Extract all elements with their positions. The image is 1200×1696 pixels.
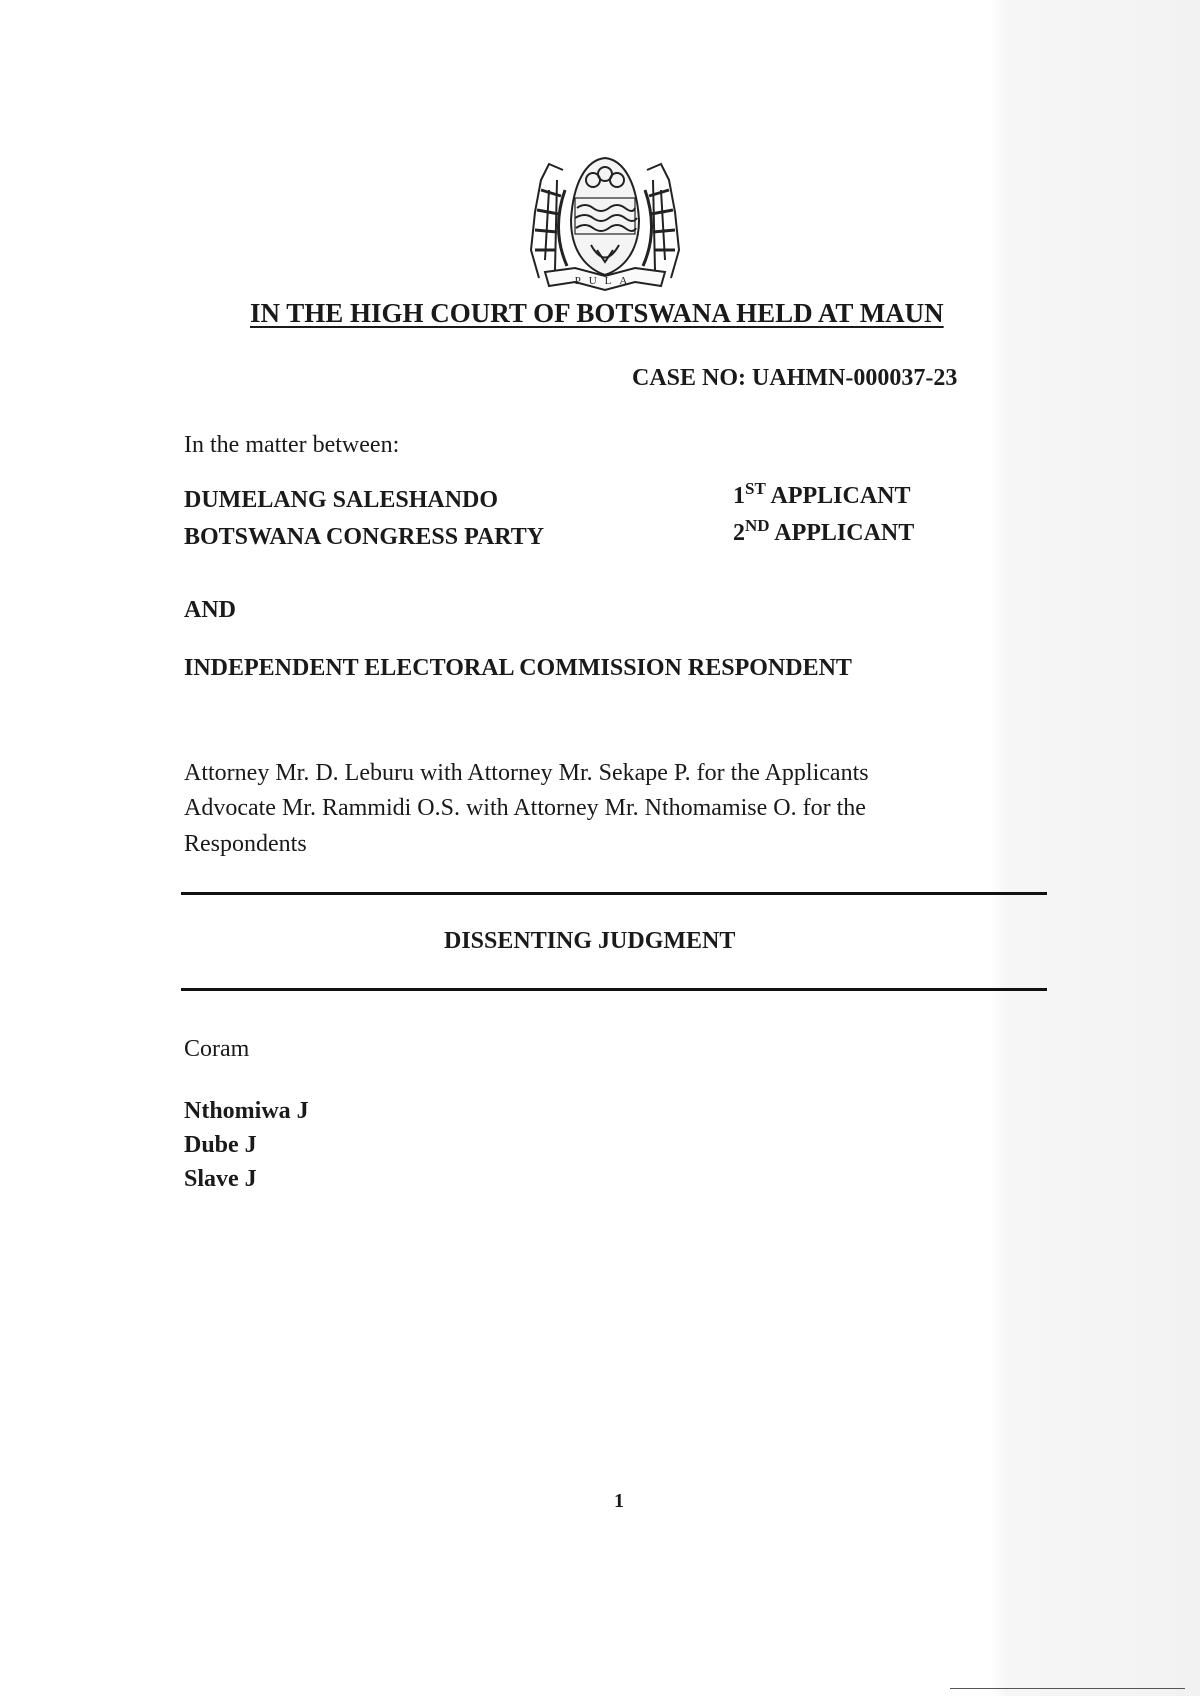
applicant-1-role <box>733 479 911 510</box>
applicant-1-name: DUMELANG SALESHANDO <box>184 487 499 513</box>
counsel-line-3: Respondents <box>184 831 307 857</box>
scan-shadow <box>990 0 1200 1696</box>
applicant-2-role-label: APPLICANT <box>774 520 915 546</box>
applicant-2-ordinal-suffix: ND <box>745 516 770 535</box>
counsel-line-1: Attorney Mr. D. Leburu with Attorney Mr. Sekape P. for the Applicants <box>184 760 869 786</box>
applicant-2-name: BOTSWANA CONGRESS PARTY <box>184 524 545 550</box>
applicant-2-ordinal: 2 <box>733 520 745 546</box>
footer-scan-line <box>950 1688 1185 1689</box>
coram-label: Coram <box>184 1036 250 1062</box>
page-number: 1 <box>614 1490 624 1512</box>
judge-1: Nthomiwa J <box>184 1098 309 1124</box>
judge-2: Dube J <box>184 1132 257 1158</box>
applicant-2-role <box>733 516 915 547</box>
and-conjunction: AND <box>184 597 236 623</box>
court-title: IN THE HIGH COURT OF BOTSWANA HELD AT MAUN <box>250 298 944 328</box>
matter-intro: In the matter between: <box>184 432 400 458</box>
judgment-title: DISSENTING JUDGMENT <box>444 928 736 954</box>
divider-top <box>181 892 1047 895</box>
divider-bottom <box>181 988 1047 991</box>
botswana-coat-of-arms-emblem <box>505 150 705 300</box>
respondent-name: INDEPENDENT ELECTORAL COMMISSION RESPONDENT <box>184 655 852 681</box>
coat-of-arms-motto: PULA <box>574 275 636 287</box>
judge-3: Slave J <box>184 1166 257 1192</box>
case-number: CASE NO: UAHMN-000037-23 <box>632 365 958 391</box>
applicant-1-ordinal-suffix: ST <box>745 479 766 498</box>
applicant-1-ordinal: 1 <box>733 483 745 509</box>
applicant-1-role-label: APPLICANT <box>770 483 911 509</box>
counsel-line-2: Advocate Mr. Rammidi O.S. with Attorney Mr. Nthomamise O. for the <box>184 795 866 821</box>
